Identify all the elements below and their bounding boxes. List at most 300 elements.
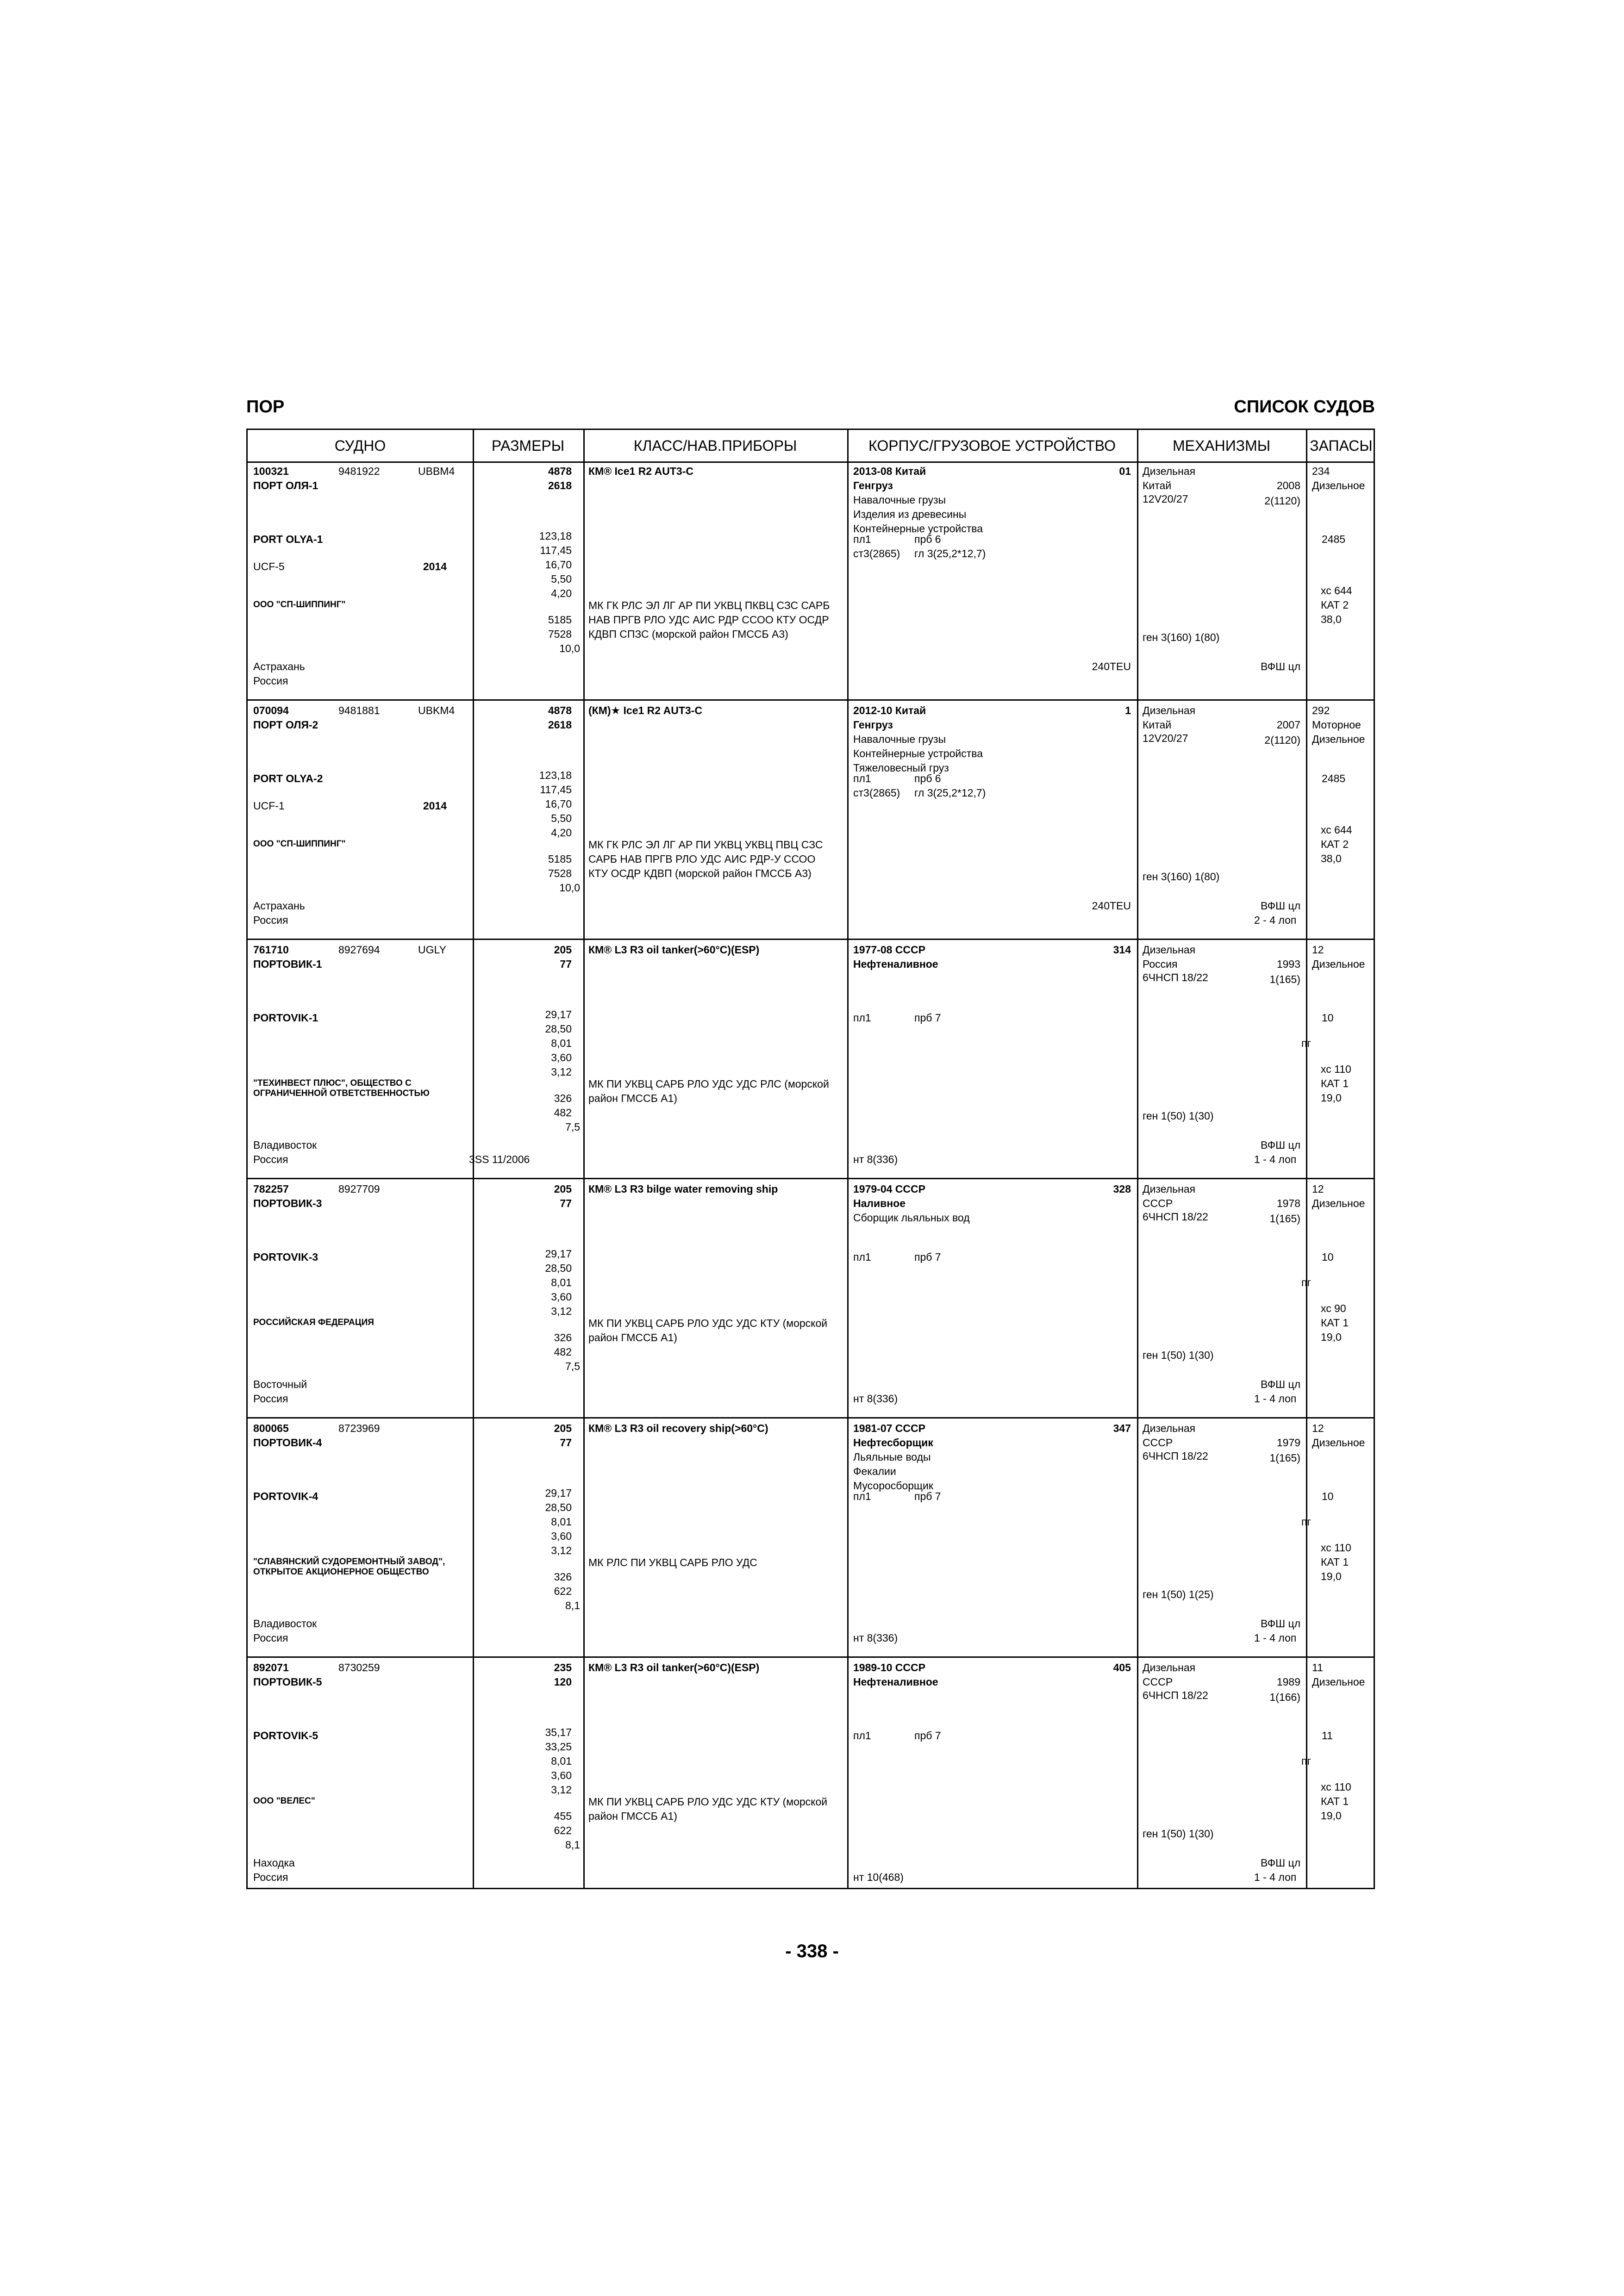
fuel-type <box>1312 957 1365 971</box>
navigation-equipment-line: МК ГК РЛС ЭЛ ЛГ АР ПИ УКВЦ ПКВЦ СЗС САРБ <box>588 599 830 611</box>
engine-model: 6ЧНСП 18/22 <box>1143 1450 1208 1462</box>
owner-name <box>253 1557 445 1577</box>
deadweight-line: 326 <box>554 1092 572 1104</box>
gross-tonnage: 4878 <box>548 465 572 477</box>
engine-year: 1989 <box>1276 1676 1300 1688</box>
stores-details <box>1321 1780 1351 1823</box>
main-dimensions-line: 35,17 <box>545 1726 572 1738</box>
max-draught: 7,5 <box>565 1360 580 1372</box>
column-header-dimensions: РАЗМЕРЫ <box>491 437 565 454</box>
stores-details-line: 19,0 <box>1321 1570 1342 1582</box>
vessel-entry <box>248 1419 1374 1658</box>
engine-type: Дизельная <box>1143 1661 1196 1674</box>
class-notation: КМ® L3 R3 bilge water removing ship <box>588 1183 778 1195</box>
flag-country: Россия <box>253 675 288 687</box>
deadweight <box>507 613 572 641</box>
engine-model: 6ЧНСП 18/22 <box>1143 1211 1208 1223</box>
navigation-equipment <box>588 1795 827 1823</box>
home-port: Находка <box>253 1857 295 1869</box>
engine-power: 1(165) <box>1269 1213 1300 1225</box>
engine-country: СССР <box>1143 1197 1173 1209</box>
hull-bulkheads <box>914 1011 941 1025</box>
engine-country: СССР <box>1143 1676 1173 1688</box>
build-date-country: 1977-08 СССР <box>853 944 925 956</box>
owner-name-line: "СЛАВЯНСКИЙ СУДОРЕМОНТНЫЙ ЗАВОД", <box>253 1557 445 1567</box>
net-tonnage: 77 <box>560 1437 572 1449</box>
owner-name <box>253 1078 430 1099</box>
net-tonnage: 120 <box>554 1676 572 1688</box>
vessel-name-latin: PORTOVIK-5 <box>253 1730 319 1742</box>
deadweight <box>507 1091 572 1120</box>
vessel-name-latin: PORT OLYA-1 <box>253 533 323 545</box>
gross-tonnage: 205 <box>554 1183 572 1195</box>
navigation-equipment <box>588 1316 827 1345</box>
fuel-capacity: 12 <box>1312 944 1324 956</box>
home-port: Владивосток <box>253 1139 317 1151</box>
navigation-equipment-line: МК ГК РЛС ЭЛ ЛГ АР ПИ УКВЦ УКВЦ ПВЦ СЗС <box>588 839 823 851</box>
survey-note: 3SS 11/2006 <box>469 1153 530 1165</box>
propeller-type: ВФШ цл <box>1261 1857 1301 1869</box>
cargo-types-line: Изделия из древесины <box>853 508 967 520</box>
hull-number: 405 <box>1113 1661 1131 1674</box>
stores-details-line: хс 644 <box>1321 585 1352 597</box>
stores-flag: пг <box>1301 1276 1311 1288</box>
generators: ген 1(50) 1(30) <box>1143 1349 1214 1361</box>
stores-flag: пг <box>1301 1516 1311 1528</box>
cargo-types-line: Фекалии <box>853 1465 896 1477</box>
main-dimensions-line: 5,50 <box>551 573 572 585</box>
cargo-tanks: нт 8(336) <box>853 1393 898 1405</box>
main-dimensions-line: 29,17 <box>545 1008 572 1020</box>
fuel-type-line: Дизельное <box>1312 958 1365 970</box>
fuel-type-line: Дизельное <box>1312 1197 1365 1209</box>
stores-details-line: 38,0 <box>1321 852 1342 865</box>
build-date-country: 1989-10 СССР <box>853 1661 925 1674</box>
propeller-type: ВФШ цл <box>1261 660 1301 672</box>
main-dimensions-line: 4,20 <box>551 587 572 599</box>
propeller-blades: 1 - 4 лоп <box>1254 1871 1297 1883</box>
engine-year: 1979 <box>1276 1437 1300 1449</box>
vessel-entry <box>248 1179 1374 1419</box>
deadweight-line: 7528 <box>548 628 572 640</box>
stores-details-line: хс 90 <box>1321 1302 1346 1314</box>
cargo-tanks: нт 8(336) <box>853 1632 898 1644</box>
imo-number: 8723969 <box>338 1422 380 1434</box>
fuel-capacity: 234 <box>1312 465 1330 477</box>
hull-decks-line: пл1 <box>853 533 871 545</box>
cargo-types <box>853 493 983 536</box>
hull-decks-line: пл1 <box>853 1490 871 1502</box>
navigation-equipment <box>588 1077 829 1106</box>
hull-bulkheads-line: прб 7 <box>914 1490 941 1502</box>
owner-name-line: "ТЕХИНВЕСТ ПЛЮС", ОБЩЕСТВО С <box>253 1078 412 1088</box>
vessel-name-latin: PORTOVIK-4 <box>253 1490 319 1502</box>
fuel-type <box>1312 718 1365 747</box>
fuel-capacity: 12 <box>1312 1183 1324 1195</box>
build-date-country: 1979-04 СССР <box>853 1183 925 1195</box>
propeller-blades: 1 - 4 лоп <box>1254 1632 1297 1644</box>
gross-tonnage: 205 <box>554 1422 572 1434</box>
max-draught: 10,0 <box>559 882 580 894</box>
engine-type: Дизельная <box>1143 465 1196 477</box>
stores-details <box>1321 823 1352 866</box>
cargo-types-line: Контейнерные устройства <box>853 523 983 535</box>
hull-decks-line: пл1 <box>853 1251 871 1263</box>
navigation-equipment-line: район ГМССБ А1) <box>588 1810 677 1822</box>
water-capacity: 2485 <box>1322 772 1346 784</box>
main-dimensions <box>507 1247 572 1319</box>
hull-decks-line: пл1 <box>853 772 871 784</box>
main-dimensions-line: 3,12 <box>551 1066 572 1078</box>
deadweight-line: 455 <box>554 1810 572 1822</box>
navigation-equipment-line: МК ПИ УКВЦ САРБ РЛО УДС УДС РЛС (морской <box>588 1078 829 1090</box>
owner-name-line: ООО "СП-ШИППИНГ" <box>253 839 346 849</box>
build-date-country: 2013-08 Китай <box>853 465 926 477</box>
registry-number: 761710 <box>253 944 289 956</box>
engine-year: 2007 <box>1276 719 1300 731</box>
flag-country: Россия <box>253 1153 288 1165</box>
main-dimensions <box>507 1008 572 1079</box>
main-dimensions <box>507 1486 572 1558</box>
fuel-type <box>1312 1436 1365 1450</box>
vessel-entry <box>248 940 1374 1179</box>
stores-details-line: 19,0 <box>1321 1810 1342 1822</box>
stores-flag: пг <box>1301 1037 1311 1049</box>
project-code: UCF-5 <box>253 560 285 572</box>
hull-bulkheads-line: прб 6 <box>914 533 941 545</box>
deadweight-line: 482 <box>554 1107 572 1119</box>
cargo-types <box>853 732 983 775</box>
gross-tonnage: 235 <box>554 1661 572 1674</box>
deadweight <box>507 1331 572 1359</box>
owner-name <box>253 1318 374 1328</box>
main-dimensions-line: 29,17 <box>545 1248 572 1260</box>
hull-bulkheads <box>914 1489 941 1504</box>
imo-number: 8927709 <box>338 1183 380 1195</box>
flag-country: Россия <box>253 914 288 926</box>
fuel-type <box>1312 1196 1365 1211</box>
cargo-tanks: нт 10(468) <box>853 1871 904 1883</box>
hull-bulkheads <box>914 532 986 561</box>
generators: ген 3(160) 1(80) <box>1143 631 1220 643</box>
fuel-type <box>1312 1675 1365 1689</box>
engine-model: 6ЧНСП 18/22 <box>1143 971 1208 983</box>
navigation-equipment-line: МК ПИ УКВЦ САРБ РЛО УДС УДС КТУ (морской <box>588 1796 828 1808</box>
column-header-hull: КОРПУС/ГРУЗОВОЕ УСТРОЙСТВО <box>868 437 1116 454</box>
hull-decks <box>853 1489 871 1504</box>
fuel-type-line: Дизельное <box>1312 1676 1365 1688</box>
main-dimensions-line: 117,45 <box>540 544 572 556</box>
engine-country: Россия <box>1143 958 1178 970</box>
engine-power: 2(1120) <box>1264 734 1300 746</box>
stores-details <box>1321 1541 1351 1584</box>
owner-name <box>253 600 346 610</box>
cargo-types-line: Навалочные грузы <box>853 494 946 506</box>
stores-flag: пг <box>1301 1755 1311 1767</box>
main-dimensions-line: 28,50 <box>545 1023 572 1035</box>
main-dimensions-line: 5,50 <box>551 812 572 824</box>
hull-type: Нефтеналивное <box>853 958 938 970</box>
vessel-name-russian: ПОРТ ОЛЯ-2 <box>253 719 319 731</box>
stores-details-line: хс 110 <box>1321 1063 1351 1075</box>
ship-register-table <box>246 429 1375 1889</box>
stores-details <box>1321 1062 1351 1105</box>
net-tonnage: 77 <box>560 1197 572 1209</box>
water-capacity: 10 <box>1322 1012 1334 1024</box>
column-header-machinery: МЕХАНИЗМЫ <box>1172 437 1271 454</box>
main-dimensions-line: 123,18 <box>539 530 572 542</box>
hull-decks <box>853 1250 871 1264</box>
navigation-equipment-line: САРБ НАВ ПРГВ РЛО УДС АИС РДР-У ССОО <box>588 853 816 865</box>
deadweight-line: 5185 <box>548 614 572 626</box>
hull-number: 328 <box>1113 1183 1131 1195</box>
engine-type: Дизельная <box>1143 704 1196 716</box>
main-dimensions <box>507 768 572 840</box>
stores-details-line: 38,0 <box>1321 613 1342 625</box>
main-dimensions-line: 3,60 <box>551 1291 572 1303</box>
engine-year: 2008 <box>1276 479 1300 492</box>
hull-number: 314 <box>1113 944 1131 956</box>
main-dimensions-line: 29,17 <box>545 1487 572 1499</box>
stores-details-line: КАТ 1 <box>1321 1556 1349 1568</box>
fuel-type <box>1312 479 1365 493</box>
deadweight <box>507 1809 572 1838</box>
engine-year: 1978 <box>1276 1197 1300 1209</box>
engine-year: 1993 <box>1276 958 1300 970</box>
registry-number: 800065 <box>253 1422 289 1434</box>
net-tonnage: 2618 <box>548 719 572 731</box>
owner-name-line: ОТКРЫТОЕ АКЦИОНЕРНОЕ ОБЩЕСТВО <box>253 1567 429 1577</box>
owner-name-line: ООО "ВЕЛЕС" <box>253 1796 315 1806</box>
deadweight <box>507 852 572 881</box>
main-dimensions-line: 8,01 <box>551 1516 572 1528</box>
stores-details-line: КАТ 2 <box>1321 599 1349 611</box>
hull-type: Нефтеналивное <box>853 1676 938 1688</box>
hull-decks <box>853 532 900 561</box>
imo-number: 8927694 <box>338 944 380 956</box>
deadweight-line: 622 <box>554 1824 572 1836</box>
registry-number: 100321 <box>253 465 289 477</box>
cargo-types <box>853 1211 970 1225</box>
owner-name-line: ООО "СП-ШИППИНГ" <box>253 600 346 610</box>
fuel-capacity: 11 <box>1312 1661 1323 1674</box>
column-header-class: КЛАСС/НАВ.ПРИБОРЫ <box>633 437 797 454</box>
stores-details-line: 19,0 <box>1321 1092 1342 1104</box>
cargo-types-line: Навалочные грузы <box>853 733 946 745</box>
vessel-name-russian: ПОРТ ОЛЯ-1 <box>253 479 319 492</box>
running-head-right: СПИСОК СУДОВ <box>1234 397 1375 417</box>
vessel-name-russian: ПОРТОВИК-3 <box>253 1197 322 1209</box>
net-tonnage: 77 <box>560 958 572 970</box>
hull-type: Наливное <box>853 1197 906 1209</box>
propeller-type: ВФШ цл <box>1261 900 1301 912</box>
column-header-vessel: СУДНО <box>334 437 386 454</box>
stores-details-line: хс 110 <box>1321 1781 1351 1793</box>
main-dimensions-line: 3,12 <box>551 1544 572 1556</box>
registry-number: 070094 <box>253 704 289 716</box>
fuel-capacity: 12 <box>1312 1422 1324 1434</box>
registry-number: 782257 <box>253 1183 289 1195</box>
engine-country: Китай <box>1143 719 1172 731</box>
hull-bulkheads <box>914 772 986 800</box>
imo-number: 9481881 <box>338 704 380 716</box>
deadweight-line: 5185 <box>548 853 572 865</box>
propeller-blades: 1 - 4 лоп <box>1254 1393 1297 1405</box>
stores-details-line: КАТ 1 <box>1321 1317 1349 1329</box>
column-header-stores: ЗАПАСЫ <box>1310 437 1373 454</box>
stores-details <box>1321 1301 1349 1344</box>
deadweight-line: 7528 <box>548 867 572 879</box>
engine-power: 2(1120) <box>1264 495 1300 507</box>
main-dimensions-line: 3,60 <box>551 1769 572 1781</box>
engine-model: 12V20/27 <box>1143 732 1188 744</box>
hull-number: 1 <box>1125 704 1131 716</box>
owner-name <box>253 1796 315 1806</box>
hull-bulkheads-line: прб 7 <box>914 1730 941 1742</box>
home-port: Владивосток <box>253 1618 317 1630</box>
hull-bulkheads-line: прб 7 <box>914 1251 941 1263</box>
navigation-equipment-line: МК ПИ УКВЦ САРБ РЛО УДС УДС КТУ (морской <box>588 1317 828 1329</box>
main-dimensions-line: 117,45 <box>540 784 572 796</box>
vessel-name-latin: PORT OLYA-2 <box>253 772 323 784</box>
main-dimensions-line: 8,01 <box>551 1755 572 1767</box>
net-tonnage: 2618 <box>548 479 572 492</box>
navigation-equipment <box>588 1556 757 1570</box>
hull-decks <box>853 1729 871 1743</box>
hull-bulkheads-line: гл 3(25,2*12,7) <box>914 787 986 799</box>
fuel-type-line: Дизельное <box>1312 479 1365 492</box>
deadweight <box>507 1570 572 1599</box>
stores-details <box>1321 584 1352 627</box>
cargo-tanks: нт 8(336) <box>853 1153 898 1165</box>
deadweight-line: 482 <box>554 1346 572 1358</box>
stores-details-line: 19,0 <box>1321 1331 1342 1343</box>
propeller-blades: 1 - 4 лоп <box>1254 1153 1297 1165</box>
main-dimensions-line: 28,50 <box>545 1262 572 1274</box>
vessel-name-russian: ПОРТОВИК-5 <box>253 1676 322 1688</box>
fuel-type-line: Моторное <box>1312 719 1361 731</box>
stores-details-line: хс 110 <box>1321 1542 1351 1554</box>
hull-decks-line: ст3(2865) <box>853 548 900 560</box>
call-sign: UBKM4 <box>418 704 455 716</box>
imo-number: 9481922 <box>338 465 380 477</box>
vessel-entry <box>248 701 1374 940</box>
hull-bulkheads-line: прб 7 <box>914 1012 941 1024</box>
navigation-equipment-line: район ГМССБ А1) <box>588 1332 677 1344</box>
hull-bulkheads <box>914 1250 941 1264</box>
max-draught: 8,1 <box>565 1839 580 1851</box>
column-header-row <box>248 430 1374 463</box>
stores-details-line: хс 644 <box>1321 824 1352 836</box>
class-notation: (КМ)★ Ice1 R2 AUT3-C <box>588 704 702 716</box>
vessel-name-russian: ПОРТОВИК-4 <box>253 1437 322 1449</box>
navigation-equipment-line: КДВП СПЗС (морской район ГМССБ А3) <box>588 628 788 640</box>
gross-tonnage: 205 <box>554 944 572 956</box>
main-dimensions <box>507 529 572 601</box>
engine-power: 1(165) <box>1269 1452 1300 1464</box>
owner-name <box>253 839 346 849</box>
propeller-type: ВФШ цл <box>1261 1378 1301 1390</box>
generators: ген 1(50) 1(25) <box>1143 1588 1214 1600</box>
container-capacity: 240TEU <box>1092 900 1131 912</box>
vessel-name-latin: PORTOVIK-1 <box>253 1012 319 1024</box>
engine-type: Дизельная <box>1143 1183 1196 1195</box>
main-dimensions-line: 3,60 <box>551 1530 572 1542</box>
hull-bulkheads <box>914 1729 941 1743</box>
vessel-entry <box>248 461 1374 701</box>
main-dimensions-line: 16,70 <box>545 559 572 571</box>
navigation-equipment-line: район ГМССБ А1) <box>588 1092 677 1104</box>
generators: ген 1(50) 1(30) <box>1143 1110 1214 1122</box>
water-capacity: 11 <box>1322 1730 1333 1742</box>
class-notation: КМ® L3 R3 oil recovery ship(>60°C) <box>588 1422 768 1434</box>
build-date-country: 2012-10 Китай <box>853 704 926 716</box>
cargo-types-line: Контейнерные устройства <box>853 747 983 759</box>
engine-model: 12V20/27 <box>1143 493 1188 505</box>
main-dimensions-line: 8,01 <box>551 1276 572 1288</box>
project-code: UCF-1 <box>253 800 285 812</box>
main-dimensions-line: 8,01 <box>551 1037 572 1049</box>
fuel-type-line: Дизельное <box>1312 1437 1365 1449</box>
stores-details-line: КАТ 1 <box>1321 1795 1349 1807</box>
engine-type: Дизельная <box>1143 1422 1196 1434</box>
cargo-types-line: Мусоросборщик <box>853 1480 933 1492</box>
owner-name-line: ОГРАНИЧЕННОЙ ОТВЕТСТВЕННОСТЬЮ <box>253 1089 430 1098</box>
class-notation: КМ® L3 R3 oil tanker(>60°C)(ESP) <box>588 944 760 956</box>
main-dimensions <box>507 1725 572 1797</box>
main-dimensions-line: 4,20 <box>551 827 572 839</box>
vessel-name-russian: ПОРТОВИК-1 <box>253 958 322 970</box>
hull-number: 01 <box>1119 465 1131 477</box>
cargo-types <box>853 1450 933 1493</box>
navigation-equipment <box>588 598 830 641</box>
stores-details-line: КАТ 2 <box>1321 838 1349 850</box>
max-draught: 7,5 <box>565 1121 580 1133</box>
water-capacity: 2485 <box>1322 533 1346 545</box>
deadweight-line: 622 <box>554 1585 572 1597</box>
class-notation: КМ® L3 R3 oil tanker(>60°C)(ESP) <box>588 1661 760 1674</box>
project-year: 2014 <box>423 560 447 572</box>
engine-country: Китай <box>1143 479 1172 492</box>
engine-country: СССР <box>1143 1437 1173 1449</box>
propeller-type: ВФШ цл <box>1261 1618 1301 1630</box>
hull-type: Генгруз <box>853 479 893 492</box>
stores-details-line: КАТ 1 <box>1321 1077 1349 1089</box>
home-port: Астрахань <box>253 900 305 912</box>
deadweight-line: 326 <box>554 1332 572 1344</box>
main-dimensions-line: 16,70 <box>545 798 572 810</box>
hull-decks-line: ст3(2865) <box>853 787 900 799</box>
hull-bulkheads-line: прб 6 <box>914 772 941 784</box>
main-dimensions-line: 3,12 <box>551 1784 572 1796</box>
hull-bulkheads-line: гл 3(25,2*12,7) <box>914 548 986 560</box>
registry-number: 892071 <box>253 1661 289 1674</box>
running-head-left: ПОР <box>246 397 285 417</box>
propeller-type: ВФШ цл <box>1261 1139 1301 1151</box>
fuel-type-line: Дизельное <box>1312 733 1365 745</box>
page-number: - 338 - <box>785 1941 839 1961</box>
hull-decks <box>853 1011 871 1025</box>
max-draught: 10,0 <box>559 642 580 654</box>
hull-number: 347 <box>1113 1422 1131 1434</box>
home-port: Астрахань <box>253 660 305 672</box>
flag-country: Россия <box>253 1632 288 1644</box>
home-port: Восточный <box>253 1378 307 1390</box>
hull-decks-line: пл1 <box>853 1730 871 1742</box>
engine-power: 1(166) <box>1269 1691 1300 1703</box>
engine-type: Дизельная <box>1143 944 1196 956</box>
fuel-capacity: 292 <box>1312 704 1330 716</box>
